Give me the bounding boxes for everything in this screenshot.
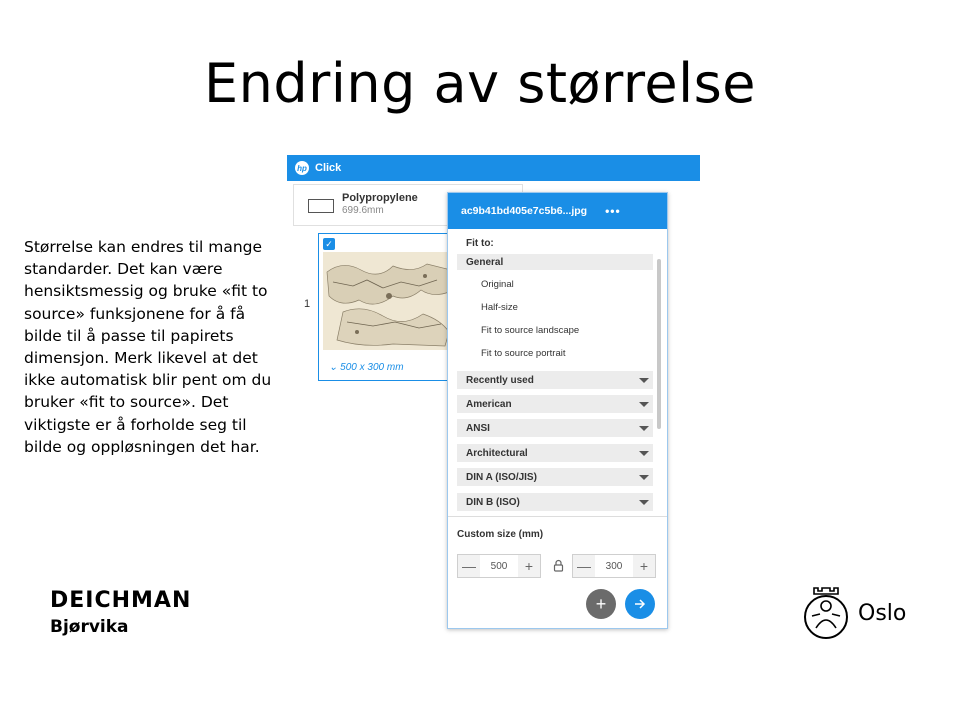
page-number: 1 xyxy=(304,298,311,310)
group-label: ANSI xyxy=(466,422,490,434)
deichman-name: DEICHMAN xyxy=(50,588,192,613)
width-input[interactable]: 500 xyxy=(490,560,508,572)
slide-title: Endring av størrelse xyxy=(204,52,756,115)
chevron-down-icon xyxy=(639,475,649,480)
job-thumbnail xyxy=(323,252,455,350)
fit-option-source-landscape[interactable]: Fit to source landscape xyxy=(481,325,580,336)
width-decrement-button[interactable]: — xyxy=(458,555,480,577)
more-icon[interactable]: ••• xyxy=(605,204,621,218)
app-titlebar xyxy=(287,155,700,181)
chevron-down-icon xyxy=(639,451,649,456)
width-increment-button[interactable]: + xyxy=(518,555,540,577)
chevron-down-icon xyxy=(639,378,649,383)
height-stepper xyxy=(572,554,656,578)
group-label: DIN B (ISO) xyxy=(466,496,520,508)
group-label: Architectural xyxy=(466,447,528,459)
deichman-branch: Bjørvika xyxy=(50,617,129,637)
group-din-a[interactable] xyxy=(457,468,653,486)
chevron-down-icon xyxy=(639,402,649,407)
lock-icon[interactable] xyxy=(553,559,564,572)
hp-logo-icon: hp xyxy=(295,161,309,175)
custom-size-label: Custom size (mm) xyxy=(457,529,544,540)
fit-panel xyxy=(447,192,668,629)
group-recently-used[interactable] xyxy=(457,371,653,389)
scrollbar[interactable] xyxy=(657,259,661,429)
media-roll-icon xyxy=(308,199,334,213)
fit-option-source-portrait[interactable]: Fit to source portrait xyxy=(481,348,566,359)
panel-header xyxy=(448,193,667,229)
group-general[interactable]: General xyxy=(457,254,653,270)
group-din-b[interactable] xyxy=(457,493,653,511)
group-label: DIN A (ISO/JIS) xyxy=(466,471,537,483)
width-stepper xyxy=(457,554,541,578)
slide-body-text: Størrelse kan endres til mange standarder. Det kan være hensiktsmessig og bruke «fit to source» funksjonene for å få bilde til å passe til papirets dimensjon. Merk likevel at det ikke automatisk blir pent om du bruker «fit to source». Det viktigste er å forholde seg til bilde og oppløsningen det har. xyxy=(24,238,272,456)
fit-option-half-size[interactable]: Half-size xyxy=(481,302,518,313)
job-card[interactable] xyxy=(318,233,458,381)
chevron-down-icon xyxy=(639,426,649,431)
group-label: American xyxy=(466,398,512,410)
app-title: Click xyxy=(315,162,342,174)
add-button[interactable] xyxy=(586,589,616,619)
chevron-down-icon xyxy=(639,500,649,505)
fit-option-original[interactable]: Original xyxy=(481,279,514,290)
height-input[interactable]: 300 xyxy=(605,560,623,572)
plus-icon: + xyxy=(595,593,607,614)
group-american[interactable] xyxy=(457,395,653,413)
group-ansi[interactable] xyxy=(457,419,653,437)
oslo-name: Oslo xyxy=(858,600,907,626)
panel-filename: ac9b41bd405e7c5b6...jpg xyxy=(461,205,588,217)
oslo-logo xyxy=(802,584,906,642)
job-size[interactable]: ⌄ 500 x 300 mm xyxy=(329,362,404,373)
divider xyxy=(448,516,667,517)
job-size-label: 500 x 300 mm xyxy=(340,362,404,373)
height-increment-button[interactable]: + xyxy=(633,555,655,577)
fit-to-label: Fit to: xyxy=(466,238,494,249)
arrow-right-icon xyxy=(634,598,646,610)
oslo-seal-icon xyxy=(802,584,850,642)
deichman-logo xyxy=(50,588,191,637)
next-button[interactable] xyxy=(625,589,655,619)
job-checkbox[interactable]: ✓ xyxy=(323,238,335,250)
group-architectural[interactable] xyxy=(457,444,653,462)
media-name: Polypropylene xyxy=(342,192,418,204)
height-decrement-button[interactable]: — xyxy=(573,555,595,577)
media-width: 699.6mm xyxy=(342,205,384,216)
group-label: Recently used xyxy=(466,374,534,386)
